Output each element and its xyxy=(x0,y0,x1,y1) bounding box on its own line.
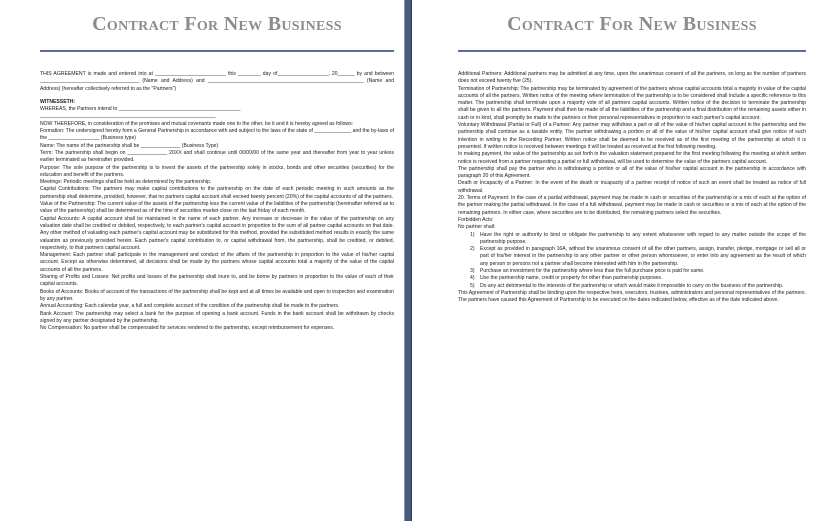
paragraph: Voluntary Withdrawal (Partial or Full) of a Partner: Any partner may withdraw a part or all of the value of his/her capital account in the partnership and the partnership shall continue as a taxable entity. The partner withdrawing a portion or all of the value of his/her capital account shall give notice of such intention in writing to the Recording Partner. Written notice shall be deemed to be received as of the first meeting of the partnership at which it is presented. If written notice is received between meetings it will be treated as received at the first following meeting. xyxy=(458,122,806,150)
list-item xyxy=(470,246,806,268)
left-document-page xyxy=(0,0,400,521)
paragraph: Death or Incapacity of a Partner: In the event of the death or incapacity of a partner receipt of notice of such an event shall be treated as notice of full withdrawal. xyxy=(458,180,806,194)
left-page-body xyxy=(40,71,394,332)
right-page-body xyxy=(458,71,806,305)
paragraph: Management: Each partner shall participate in the management and conduct of the affairs of the partnership in proportion to the value of his/her capital account. Except as otherwise determined, all decisions shall be made by the partners whose capital accounts total a majority of the value of the capital accounts of all the partners. xyxy=(40,252,394,273)
title-divider-right xyxy=(458,50,806,52)
right-document-page xyxy=(412,0,812,521)
page-separator xyxy=(404,0,412,521)
list-item-number: 4) xyxy=(470,275,475,282)
paragraph: Meetings: Periodic meetings shall be held as determined by the partnership. xyxy=(40,179,212,186)
paragraph: Name: The name of the partnership shall be ______________ (Business Type) xyxy=(40,142,219,149)
paragraph: THIS AGREEMENT is made and entered into at _________________________ this ________ day of__________________, 20______ by and between ___________________________________ (Name and Address) and _______________________________________________________ (Name and Address) (hereafter collectively referred to as the "Partners") xyxy=(40,71,394,92)
list-item-text: Use the partnership name, credit or property for other than partnership purposes. xyxy=(480,275,663,282)
list-item-number: 2) xyxy=(470,246,475,253)
paragraph: Value of the Partnership: The current value of the assets of the partnership less the current value of the liabilities of the partnership (hereinafter referred as to value of the partnership) shall be determined as of the time of securities market close on the last friday of each month. xyxy=(40,201,394,215)
list-item-text: Except as provided in paragraph 16A, without the unanimous consent of all the other partners, assign, transfer, pledge, mortgage or sell all or part of his/her interest in the partnership to any other partner or other person whomsoever, or enter into any agreement as the result of which any person or persons not a partner shall become interested with him in the partnership. xyxy=(480,246,806,267)
list-item xyxy=(470,232,806,247)
paragraph: Purpose: The sole purpose of the partnership is to invest the assets of the partnership solely in stocks, bonds and other securities (securities) for the education and benefit of the partners. xyxy=(40,164,394,178)
paragraph: Bank Account: The partnership may select a bank for the purpose of opening a bank account. Funds in the bank account shall be withdrawn by checks signed by any partner designated by the partnership. xyxy=(40,310,394,324)
list-item-number: 1) xyxy=(470,231,475,238)
list-item xyxy=(470,283,806,290)
paragraph: 20. Terms of Payment: In the case of a partial withdrawal, payment may be made in cash or securities of the partnership or a mix of each at the option of the partner making the partial withdrawal. In the case of a full withdrawal, payment may be made in cash or securities or a mix of each at the option of the remaining partners. In either case, where securities are to be distributed, the remaining partners select the securities. xyxy=(458,195,806,216)
list-item-text: Do any act detrimental to the interests of the partnership or which would make it impossible to carry on the business of the partnership. xyxy=(480,282,784,289)
paragraph: Forbidden Acts: xyxy=(458,216,494,223)
title-divider xyxy=(40,50,394,52)
paragraph: Additional Partners: Additional partners may be admitted at any time, upon the unanimous consent of all the partners, so long as the number of partners does not exceed twenty five (25). xyxy=(458,71,806,85)
document-title-right: Contract For New Business xyxy=(507,13,757,35)
paragraph: This Agreement of Partnership shall be binding upon the respective heirs, executors, trustees, administrators and personal representatives of the partners. The partners have caused this Agreement of Partnership to be executed on the dates indicated below, effective as of the date indicated above. xyxy=(458,289,806,304)
paragraph: Capital Contributions: The partners may make capital contributions to the partnership on the date of each periodic meeting in such amounts as the partnership shall determine, provided, however, that no partners capital account shall exceed twenty percent (20%) of the capital accounts of all the partners. xyxy=(40,186,394,200)
paragraph: WHEREAS, the Partners intend to ___________________________________________ xyxy=(40,106,241,113)
list-item-text: Purchase an investment for the partnership where less than the full purchase price is paid for same. xyxy=(480,268,705,275)
paragraph: No Compensation: No partner shall be compensated for services rendered to the partnership, except reimbursement for expenses. xyxy=(40,325,335,332)
paragraph: No partner shall: xyxy=(458,224,496,231)
document-title: Contract For New Business xyxy=(92,13,342,35)
paragraph: Capital Accounts: A capital account shall be maintained in the name of each partner. Any increase or decrease in the value of the partnership on any valuation date shall be credited or debited, respectively, to each partner's capital account in proportion to the sum of all partner capital accounts on that date. Any other method of valuating each partner's capital account may be substituted for this method, provided the substituted method results in exactly the same valuation as previously provided herein. Each partner's capital contribution to, or capital withdrawal from, the partnership, shall be credited, or debited, respectively, to that partners capital account. xyxy=(40,215,394,251)
paragraph: Books of Accounts: Books of account of the transactions of the partnership shall be kept and at all times be available and open to inspection and examination by any partner. xyxy=(40,288,394,302)
list-item xyxy=(470,268,806,275)
paragraph: Term: The partnership shall begin on ______________ 20XX and shall continue until 00/00/00 of the same year and thereafter from year to year unless earlier terminated as hereinafter provided. xyxy=(40,149,394,164)
paragraph: NOW THEREFORE, in consideration of the promises and mutual covenants made one to the other, be it and it is hereby agreed as follows: xyxy=(40,120,354,127)
list-item xyxy=(470,275,806,282)
numbered-list xyxy=(458,232,806,290)
list-item-number: 5) xyxy=(470,282,475,289)
section-heading: WITNESSETH: xyxy=(40,98,76,105)
paragraph: Sharing of Profits and Losses: Net profits and losses of the partnership shall inure to, and be borne by partners in proportion to the value of each of their capital accounts. xyxy=(40,274,394,288)
paragraph: Formation: The undersigned hereby form a General Partnership in accordance with and subject to the laws of the state of _____________ and the by-laws of the __________________ (Business type) xyxy=(40,128,394,142)
paragraph: In making payment, the value of the partnership as set forth in the valuation statement prepared for the first meeting following the meeting at which written notice is received from a partner requesting a partial or full withdrawal, will be used to determine the value of the partners capital account. xyxy=(458,151,806,165)
paragraph: Annual Accounting: Each calendar year, a full and complete account of the condition of the partnership shall be made to the partners. xyxy=(40,303,340,310)
paragraph: Termination of Partnership: The partnership may be terminated by agreement of the partners whose capital accounts total a majority in value of the capital accounts of all the partners. Written notice of the meeting where termination of the partnership is to be considered shall include a specific reference to this matter. The partnership shall terminate upon a majority vote of all partners capital accounts. Written notice of the decision to terminate the partnership shall be given to all the partners. Payment shall then be made of all the liabilities of the partnership and a final distribution of the remaining assets either in cash or in kind, shall promptly be made to the partners or their personal representatives in proportion to each partner's capital account. xyxy=(458,85,806,121)
paragraph: ______________________________________________________________ xyxy=(40,113,216,120)
list-item-number: 3) xyxy=(470,268,475,275)
paragraph: The partnership shall pay the partner who is withdrawing a portion or all of the value of his/her capital account in the partnership in accordance with paragraph 20 of this Agreement. xyxy=(458,165,806,180)
list-item-text: Have the right or authority to bind or obligate the partnership to any extent whatsoever with regard to any matter outside the scope of the partnership purpose. xyxy=(480,231,806,245)
